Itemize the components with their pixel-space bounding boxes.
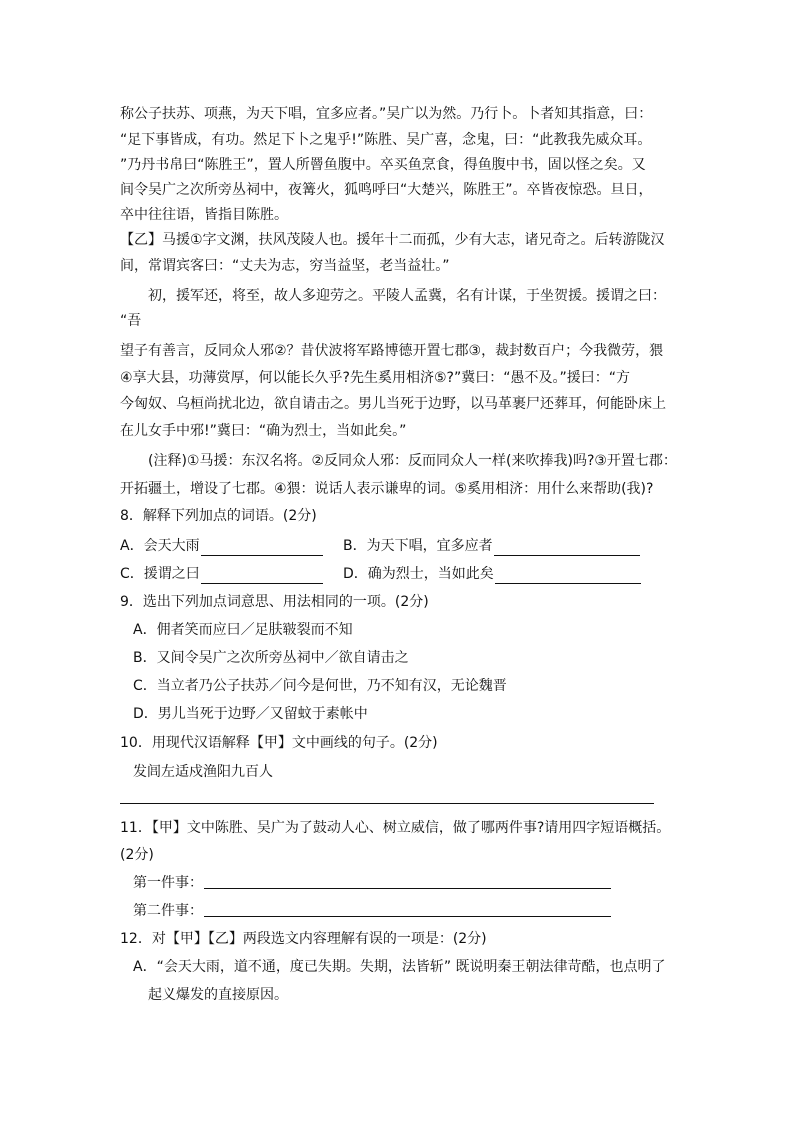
- q10-answer-line[interactable]: [120, 803, 654, 804]
- q8-option-d: [343, 564, 641, 584]
- q9-stem: 9．选出下列加点词意思、用法相同的一项。(2分): [120, 594, 429, 610]
- passage-jia-line-2: “足下事皆成，有功。然足下卜之鬼乎!”陈胜、吴广喜，念鬼，曰：“此教我先威众耳。: [120, 132, 652, 148]
- q8-option-a-text: A．会天大雨: [120, 538, 200, 554]
- passage-yi-line-8: 在儿女手中邪!”冀曰：“确为烈士，当如此矣。”: [120, 423, 407, 439]
- q9-option-a: A．佣者笑而应曰／足肤皲裂而不知: [133, 622, 353, 638]
- q11-first-label: 第一件事：: [133, 875, 203, 891]
- passage-yi-line-7: 今匈奴、乌桓尚扰北边，欲自请击之。男儿当死于边野，以马革裹尸还葬耳，何能卧床上: [120, 396, 666, 412]
- q8-option-c-text: C．援谓之曰: [120, 566, 200, 582]
- q8-answer-d-blank[interactable]: [495, 568, 641, 584]
- q9-option-d: D．男儿当死于边野／又留蚊于素帐中: [133, 706, 368, 722]
- q11-second-answer-line[interactable]: [204, 916, 611, 917]
- passage-yi-line-3: 初，援军还，将至，故人多迎劳之。平陵人孟冀，名有计谋，于坐贺援。援谓之曰：: [148, 288, 666, 304]
- q8-option-b: [343, 536, 640, 556]
- passage-yi-line-6: ④享大县，功薄赏厚，何以能长久乎?先生奚用相济⑤?”冀曰：“愚不及。”援曰：“方: [120, 370, 630, 386]
- q11-first-answer-line[interactable]: [204, 888, 611, 889]
- q8-answer-c-blank[interactable]: [201, 568, 323, 584]
- q10-stem: 10．用现代汉语解释【甲】文中画线的句子。(2分): [120, 735, 438, 751]
- notes-line-1: (注释)①马援：东汉名将。②反同众人邪：反而同众人一样(来吹捧我)吗?③开置七郡：: [148, 453, 677, 469]
- passage-jia-line-1: 称公子扶苏、项燕，为天下唱，宜多应者。”吴广以为然。乃行卜。卜者知其指意，曰：: [120, 106, 653, 122]
- passage-jia-line-5: 卒中往往语，皆指目陈胜。: [120, 207, 288, 223]
- q8-answer-a-blank[interactable]: [201, 540, 323, 556]
- q8-answer-b-blank[interactable]: [494, 540, 640, 556]
- q9-option-c: C．当立者乃公子扶苏／问今是何世，乃不知有汉，无论魏晋: [133, 678, 507, 694]
- passage-jia-line-4: 间令吴广之次所旁丛祠中，夜篝火，狐鸣呼曰“大楚兴，陈胜王”。卒皆夜惊恐。旦日，: [120, 182, 653, 198]
- passage-yi-line-4: “吾: [120, 313, 142, 329]
- passage-yi-line-5: 望子有善言，反同众人邪②？昔伏波将军路博德开置七郡③，裁封数百户；今我微劳，猥: [120, 343, 664, 359]
- q9-option-b: B．又间令吴广之次所旁丛祠中／欲自请击之: [133, 650, 409, 666]
- q10-sentence: 发闾左适戍渔阳九百人: [133, 764, 273, 780]
- q11-stem: 11．【甲】文中陈胜、吴广为了鼓动人心、树立威信，做了哪两件事?请用四字短语概括。: [120, 820, 671, 836]
- q8-option-b-text: B．为天下唱，宜多应者: [343, 538, 493, 554]
- q8-option-c: [120, 564, 323, 584]
- notes-line-2: 开拓疆土，增设了七郡。④猥：说话人表示谦卑的词。⑤奚用相济：用什么来帮助(我)?: [120, 481, 654, 497]
- q11-second-label: 第二件事：: [133, 903, 203, 919]
- passage-jia-line-3: ”乃丹书帛曰“陈胜王”，置人所罾鱼腹中。卒买鱼烹食，得鱼腹中书，固以怪之矣。又: [120, 157, 646, 173]
- q8-stem: 8．解释下列加点的词语。(2分): [120, 508, 317, 524]
- q11-score: (2分): [120, 847, 154, 863]
- passage-yi-line-1: 【乙】马援①字文渊，扶风茂陵人也。援年十二而孤，少有大志，诸兄奇之。后转游陇汉: [120, 232, 665, 248]
- q12-option-a-line-2: 起义爆发的直接原因。: [148, 987, 288, 1003]
- q8-option-a: [120, 536, 323, 556]
- q12-stem: 12．对【甲】【乙】两段选文内容理解有误的一项是：(2分): [120, 931, 487, 947]
- q12-option-a-line-1: A．“会天大雨，道不通，度已失期。失期，法皆斩” 既说明秦王朝法律苛酷，也点明了: [133, 959, 666, 975]
- passage-yi-line-2: 间，常谓宾客曰：“丈夫为志，穷当益坚，老当益壮。”: [120, 258, 450, 274]
- q8-option-d-text: D．确为烈士，当如此矣: [343, 566, 494, 582]
